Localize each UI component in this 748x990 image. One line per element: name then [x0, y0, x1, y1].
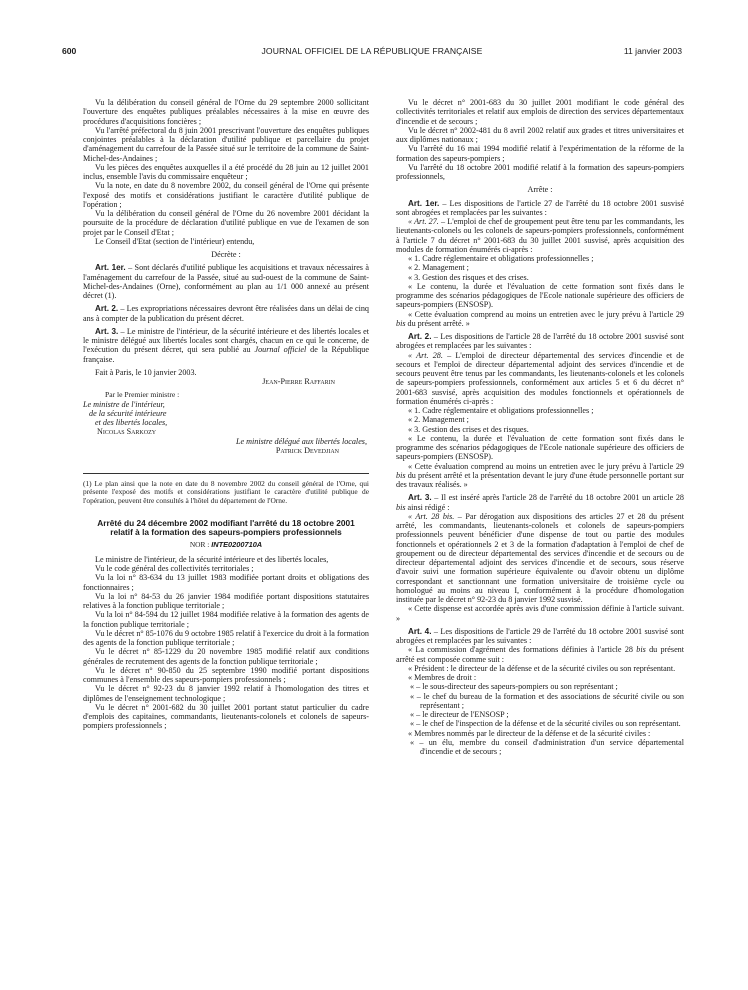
quoted-text: – L'emploi de directeur départemental des services d'incendie et de secours et l'emploi de directeur départemental adjoint des services d'incendie et de secours peuvent être tenus par les commandants, les lieutenants-colonels et les colonels de sapeurs-pompiers professionnels, conformément aux articles 5 et 6 du décret n° 2001-683 susvisé, après acquisition des modules fonctionnels et opérationnels de formation énumérés ci-après : [396, 350, 684, 406]
article-label: Art. 4. [408, 626, 432, 636]
text-run: du présent arrêté. » [405, 318, 470, 328]
paragraph: Vu le décret n° 92-23 du 8 janvier 1992 relatif à l'homologation des titres et diplômes de l'enseignement technologique ; [83, 684, 369, 703]
paragraph: « Président : le directeur de la défense et de la sécurité civiles ou son représentant. [408, 663, 676, 673]
footnote: (1) Le plan ainsi que la note en date du 8 novembre 2002 du conseil général de l'Orne, qui présente l'exposé des motifs et considérations justifiant le caractère d'utilité publique de l'opération, peuvent être consultés à l'hôtel du département de l'Orne. [83, 473, 369, 505]
article-1 [83, 263, 369, 300]
list-item: « 1. Cadre réglementaire et obligations professionnelles ; [408, 254, 594, 263]
article-3 [396, 493, 684, 512]
article-2 [83, 304, 369, 323]
text-run: du présent arrêté est composée comme suit : [396, 645, 684, 664]
signer-interior-minister: Nicolas Sarkozy [97, 427, 157, 437]
paragraph: Vu la délibération du conseil général de l'Orne du 29 septembre 2000 sollicitant l'ouverture des enquêtes publiques préalables nécessaires à la mise en œuvre des procédures d'acquisitions foncières ; [83, 98, 369, 126]
paragraph: Vu l'arrêté du 16 mai 1994 modifié relatif à l'expérimentation de la réforme de la formation des sapeurs-pompiers ; [396, 144, 684, 163]
paragraph: « Membres de droit : [408, 673, 477, 682]
paragraph: Vu l'arrêté préfectoral du 8 juin 2001 prescrivant l'ouverture des enquêtes publiques conjointes préalables à la déclaration d'utilité publique et parcellaire du projet d'aménagement du carrefour de la Passée situé sur le territoire de la commune de Saint-Michel-des-Andaines ; [83, 125, 369, 163]
signer-delegate-minister: Patrick Devedjian [275, 445, 339, 455]
nor-reference [83, 540, 369, 549]
article-label: Art. 3. [408, 493, 432, 503]
text-run: « Cette évaluation comprend au moins un entretien avec le jury prévu à l'article 29 [408, 461, 684, 471]
quoted-text: – Par dérogation aux dispositions des articles 27 et 28 du présent arrêté, les commandants, lieutenants-colonels et colonels de sapeurs-pompiers professionnels peuvent bénéficier d'une dispense de tout ou partie des modules fonctionnels et opérationnels 2 et 3 de la formation d'adaptation à l'emploi de chef de groupement ou de directeur départemental des services d'incendie et de secours ou de directeur départemental adjoint des services d'incendie et de secours, sous réserve d'avoir suivi une formation supérieure équivalente ou d'avoir obtenu un diplôme correspondant et sanctionnant une formation universitaire de troisième cycle ou homologué au moins au niveau I, conformément à la procédure d'homologation instituée par le décret n° 92-23 du 8 janvier 1992 susvisé. [396, 511, 684, 604]
article-text: – Les expropriations nécessaires devront être réalisées dans un délai de cinq ans à compter de la publication du présent décret. [83, 304, 369, 323]
page-header [62, 46, 682, 60]
article-text: – Les dispositions de l'article 28 de l'arrêté du 18 octobre 2001 susvisé sont abrogées et remplacées par les suivantes : [396, 332, 684, 351]
article-text: – Sont déclarés d'utilité publique les acquisitions et travaux nécessaires à l'aménagement du carrefour de la Passée, situé au sud-ouest de la commune de Saint-Michel-des-Andaines (Orne), conformément au plan au 1/1 000 annexé au présent décret (1). [83, 263, 369, 300]
quoted-article-28-bis [396, 512, 684, 605]
journal-title: JOURNAL OFFICIEL DE LA RÉPUBLIQUE FRANÇAISE [261, 46, 483, 56]
minister-title-line: de la sécurité intérieure [89, 408, 167, 418]
quoted-label: « Art. 28. [408, 350, 443, 360]
paragraph [396, 310, 684, 329]
quoted-label: « Art. 27. [408, 217, 439, 226]
article-label: Art. 1er. [95, 263, 126, 273]
article-text: – Il est inséré après l'article 28 de l'arrêté du 18 octobre 2001 un article 28 [431, 493, 684, 503]
article-text: de la République française. [83, 345, 369, 364]
quoted-article-27 [396, 217, 684, 254]
paragraph: Vu le décret n° 2002-481 du 8 avril 2002 relatif aux grades et titres universitaires et aux diplômes nationaux ; [396, 125, 684, 144]
paragraph: Vu le décret n° 2001-682 du 30 juillet 2001 portant statut particulier du cadre d'emplois des capitaines, commandants, lieutenants-colonels et colonels de sapeurs-pompiers professionnels ; [83, 702, 369, 731]
paragraph: « Membres nommés par le directeur de la défense et de la sécurité civiles : [408, 728, 651, 738]
arrete-heading: Arrête : [527, 185, 553, 195]
text-run: « Cette évaluation comprend au moins un entretien avec le jury prévu à l'article 29 [408, 309, 684, 319]
list-item: « 3. Gestion des risques et des crises. [408, 272, 529, 282]
journal-name: Journal officiel [254, 345, 307, 355]
minister-title-line: et des libertés locales, [95, 418, 168, 427]
paragraph: Vu les pièces des enquêtes auxquelles il a été procédé du 28 juin au 12 juillet 2001 inclus, ensemble l'avis du commissaire enquêteur ; [83, 162, 369, 181]
article-text: – Les dispositions de l'article 27 de l'arrêté du 18 octobre 2001 susvisé sont abrogées et remplacées par les suivantes : [396, 198, 684, 217]
list-item: « 2. Management ; [408, 415, 469, 425]
paragraph: « Le contenu, la durée et l'évaluation de cette formation sont fixés dans le programme des scénarios pédagogiques de l'Ecole nationale supérieure des officiers de sapeurs-pompiers (ENSOSP). [396, 433, 684, 462]
list-item: « – le chef du bureau de la formation et des associations de sécurité civile ou son représentant ; [410, 691, 684, 710]
paragraph: Vu la loi n° 84-594 du 12 juillet 1984 modifiée relative à la formation des agents de la fonction publique territoriale ; [83, 610, 369, 629]
paragraph [396, 645, 684, 664]
text-run: « La commission d'agrément des formations définies à l'article 28 [408, 645, 637, 655]
article-1 [396, 199, 684, 218]
article-label: Art. 2. [95, 304, 119, 314]
paragraph: Le Conseil d'Etat (section de l'intérieur) entendu, [95, 236, 255, 246]
quoted-text: – L'emploi de chef de groupement peut être tenu par les commandants, les lieutenants-colonels ou les colonels de sapeurs-pompiers professionnels, conformément à l'article 7 du décret n° 2001-683 du 30 juillet 2001 susvisé, après acquisition des modules de formation énumérés ci-après : [396, 217, 684, 254]
signer-prime-minister: Jean-Pierre Raffarin [262, 377, 335, 386]
article-text: ainsi rédigé : [405, 502, 450, 512]
bis-term: bis [396, 470, 406, 480]
decrete-heading: Décrète : [211, 250, 241, 259]
paragraph: Vu le décret n° 2001-683 du 30 juillet 2001 modifiant le code général des collectivités territoriales et relatif aux emplois de direction des services départementaux d'incendie et de secours ; [396, 98, 684, 126]
left-column [83, 98, 369, 731]
paragraph: Vu le décret n° 85-1229 du 20 novembre 1985 modifié relatif aux conditions générales de recrutement des agents de la fonction publique territoriale ; [83, 647, 369, 666]
issue-date: 11 janvier 2003 [623, 46, 682, 56]
list-item: « 3. Gestion des crises et des risques. [408, 424, 529, 434]
paragraph: Vu la délibération du conseil général de l'Orne du 26 novembre 2001 décidant la poursuite de la procédure de déclaration d'utilité publique en vue de l'examen de son projet par le Conseil d'Etat ; [83, 209, 369, 237]
quoted-article-28 [396, 351, 684, 407]
bis-term: bis [396, 318, 406, 328]
article-text: – Le ministre de l'intérieur, de la sécurité intérieure et des libertés locales et le ministre délégué aux libertés locales sont chargés, chacun en ce qui le concerne, de l'exécution du présent décret, qui sera publié au [83, 326, 369, 355]
article-2 [396, 332, 684, 351]
nor-label: NOR : [189, 539, 212, 549]
bis-term: bis [396, 502, 406, 512]
article-3 [83, 327, 369, 364]
paragraph: Vu l'arrêté du 18 octobre 2001 modifié relatif à la formation des sapeurs-pompiers professionnels, [396, 162, 684, 181]
arrete-title: Arrêté du 24 décembre 2002 modifiant l'arrêté du 18 octobre 2001 relatif à la formation des sapeurs-pompiers professionnels [97, 517, 355, 538]
list-item: « – un élu, membre du conseil d'administration d'un service départemental d'incendie et de secours ; [410, 737, 684, 756]
bis-term: bis. [439, 511, 455, 521]
text-run: du présent arrêté et la présentation devant le jury d'une étude personnelle portant sur des travaux réalisés. » [396, 470, 684, 489]
paragraph: Vu le décret n° 90-850 du 25 septembre 1990 modifié portant dispositions communes à l'ensemble des sapeurs-pompiers professionnels ; [83, 665, 369, 685]
paragraph: Vu le décret n° 85-1076 du 9 octobre 1985 relatif à l'exercice du droit à la formation des agents de la fonction publique territoriale ; [83, 628, 369, 648]
list-item: « – le sous-directeur des sapeurs-pompiers ou son représentant ; [410, 682, 618, 692]
bis-term: bis [636, 645, 646, 655]
right-column [396, 98, 684, 756]
minister-title-line: Le ministre de l'intérieur, [83, 399, 165, 409]
paragraph [396, 462, 684, 490]
par-premier-ministre: Par le Premier ministre : [105, 390, 180, 400]
page-number: 600 [62, 46, 77, 56]
list-item: « – le directeur de l'ENSOSP ; [410, 710, 509, 719]
paragraph: « Cette dispense est accordée après avis d'une commission définie à l'article suivant. » [396, 604, 684, 623]
article-label: Art. 3. [95, 326, 119, 336]
paragraph: « Le contenu, la durée et l'évaluation de cette formation sont fixés dans le programme des scénarios pédagogiques de l'Ecole nationale supérieure des officiers de sapeurs-pompiers (ENSOSP). [396, 281, 684, 310]
paragraph: Vu la loi n° 83-634 du 13 juillet 1983 modifiée portant droits et obligations des fonctionnaires ; [83, 573, 369, 592]
article-text: – Les dispositions de l'article 29 de l'arrêté du 18 octobre 2001 susvisé sont abrogées et remplacées par les suivantes : [396, 626, 684, 645]
paragraph: Vu le code général des collectivités territoriales ; [95, 564, 254, 574]
nor-code: INTE0200710A [211, 539, 263, 549]
minister-delegue-title: Le ministre délégué aux libertés locales, [235, 436, 367, 446]
paragraph: Vu la note, en date du 8 novembre 2002, du conseil général de l'Orne qui présente l'exposé des motifs et considérations justifiant le caractère d'utilité publique de l'opération ; [83, 181, 369, 209]
paragraph: Vu la loi n° 84-53 du 26 janvier 1984 modifiée portant dispositions statutaires relatives à la fonction publique territoriale ; [83, 591, 369, 611]
signature-place-date: Fait à Paris, le 10 janvier 2003. [95, 367, 197, 377]
quoted-label: « Art. 28 [408, 511, 440, 521]
article-4 [396, 627, 684, 646]
paragraph: Le ministre de l'intérieur, de la sécurité intérieure et des libertés locales, [95, 554, 329, 564]
article-label: Art. 1er. [408, 198, 440, 208]
list-item: « 2. Management ; [408, 263, 469, 273]
article-label: Art. 2. [408, 332, 432, 341]
list-item: « – le chef de l'inspection de la défense et de la sécurité civiles ou son représentant. [410, 719, 681, 729]
list-item: « 1. Cadre réglementaire et obligations professionnelles ; [408, 406, 594, 415]
